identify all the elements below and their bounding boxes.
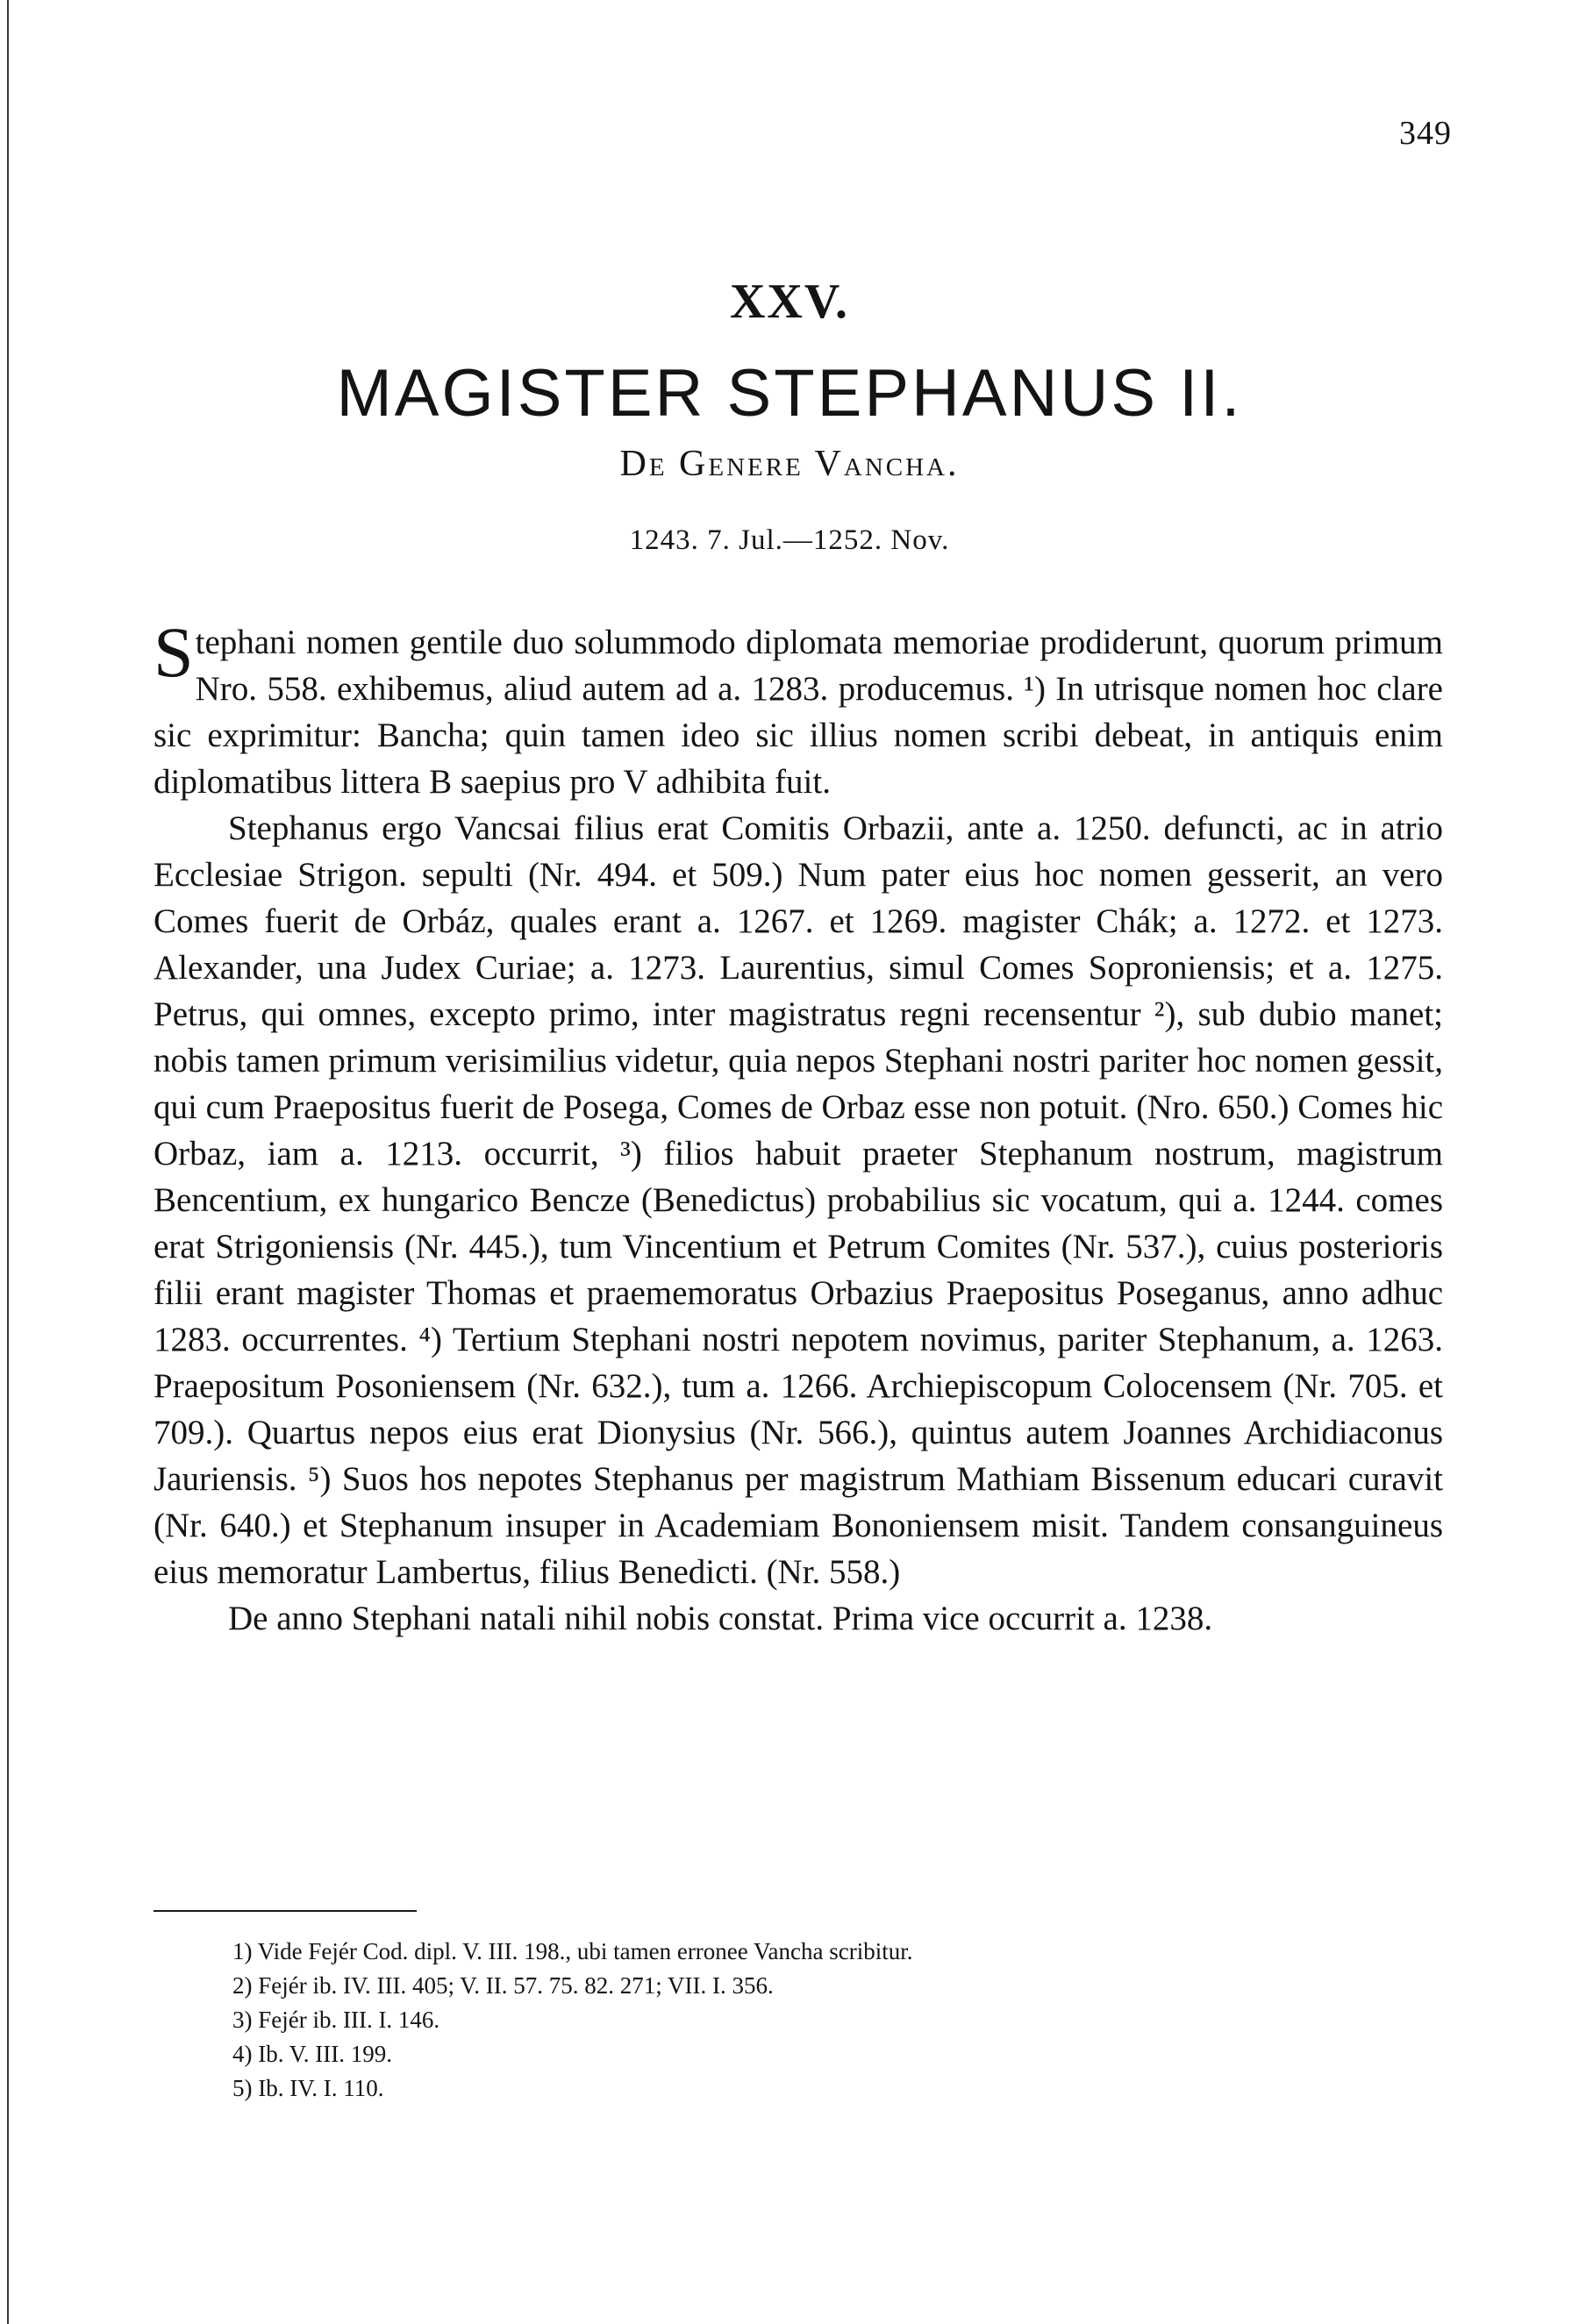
footnote-1: 1) Vide Fejér Cod. dipl. V. III. 198., ubi tamen erronee Vancha scribitur. — [232, 1938, 913, 1964]
footnote-divider — [154, 1910, 417, 1912]
paragraph-2: Stephanus ergo Vancsai filius erat Comitis Orbazii, ante a. 1250. defuncti, ac in atrio Ecclesiae Strigon. sepulti (Nr. 494. et 509.) Num pater eius hoc nomen gesserit, an vero Comes fuerit de Orbáz, quales erant a. 1267. et 1269. magister Chák; a. 1272. et 1273. Alexander, una Judex Curiae; a. 1273. Laurentius, simul Comes Soproniensis; et a. 1275. Petrus, qui omnes, excepto primo, inter magistratus regni recensentur ²), sub dubio manet; nobis tamen primum verisimilius videtur, quia nepos Stephani nostri pariter hoc nomen gessit, qui cum Praepositus fuerit de Posega, Comes de Orbaz esse non potuit. (Nro. 650.) Comes hic Orbaz, iam a. 1213. occurrit, ³) filios habuit praeter Stephanum nostrum, magistrum Bencentium, ex hungarico Bencze (Benedictus) probabilius sic vocatum, qui a. 1244. comes erat Strigoniensis (Nr. 445.), tum Vincentium et Petrum Comites (Nr. 537.), cuius posterioris filii erant magister Thomas et praememoratus Orbazius Praepositus Poseganus, anno adhuc 1283. occurrentes. ⁴) Tertium Stephani nostri nepotem novimus, pariter Stephanum, a. 1263. Praepositum Posoniensem (Nr. 632.), tum a. 1266. Archiepiscopum Colocensem (Nr. 705. et 709.). Quartus nepos eius erat Dionysius (Nr. 566.), quintus autem Joannes Archidiaconus Jauriensis. ⁵) Suos hos nepotes Stephanus per magistrum Mathiam Bissenum educari curavit (Nr. 640.) et Stephanum insuper in Academiam Bononiensem misit. Tandem consanguineus eius memoratur Lambertus, filius Benedicti. (Nr. 558.) — [154, 809, 1443, 1591]
footnote-3: 3) Fejér ib. III. I. 146. — [232, 2007, 440, 2033]
page-title: MAGISTER STEPHANUS II. — [336, 356, 1243, 431]
page-number: 349 — [1399, 115, 1452, 152]
page-subtitle: De Genere Vancha. — [619, 444, 960, 484]
paragraph-1 — [154, 612, 1443, 805]
paragraph-1-text: tephani nomen gentile duo solummodo diplomata memoriae prodiderunt, quorum primum Nro. 558. exhibemus, aliud autem ad a. 1283. producemus. ¹) In utrisque nomen hoc clare sic exprimitur: Bancha; quin tamen ideo sic illius nomen scribi debeat, in antiquis enim diplomatibus littera B saepius pro V adhibita fuit. — [154, 624, 1443, 801]
paragraph-3: De anno Stephani natali nihil nobis constat. Prima vice occurrit a. 1238. — [228, 1600, 1213, 1637]
body-text — [154, 612, 1443, 1642]
drop-cap: S — [154, 612, 194, 692]
footnote-4: 4) Ib. V. III. 199. — [232, 2041, 392, 2067]
section-number: XXV. — [729, 274, 850, 329]
footnote-2: 2) Fejér ib. IV. III. 405; V. II. 57. 75. 82. 271; VII. I. 356. — [232, 1972, 774, 1999]
page-edge-line — [7, 0, 9, 2324]
date-range: 1243. 7. Jul.—1252. Nov. — [629, 524, 950, 556]
footnotes — [232, 1935, 1417, 2106]
footnote-5: 5) Ib. IV. I. 110. — [232, 2075, 384, 2101]
